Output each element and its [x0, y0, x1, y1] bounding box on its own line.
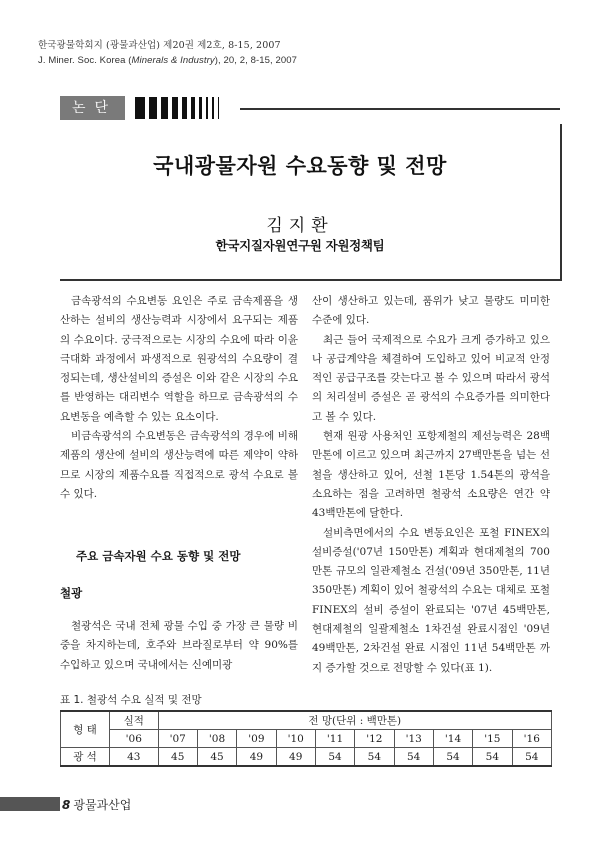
- year-cell: '15: [473, 730, 512, 748]
- journal-line-korean: 한국광물학회지 (광물과산업) 제20권 제2호, 8-15, 2007: [38, 40, 281, 51]
- left-column-continued: [60, 617, 298, 675]
- year-cell: '09: [237, 730, 276, 748]
- body-paragraph: 최근 들어 국제적으로 수요가 크게 증가하고 있으나 공급계약을 체결하여 도입하고 있어 비교적 안정적인 공급구조를 갖는다고 볼 수 있으며 따라서 광석의 처리설비 증설은 곧 광석의 수요증가를 의미한다고 볼 수 있다.: [312, 333, 550, 423]
- value-cell: 49: [276, 748, 315, 767]
- body-paragraph: 비금속광석의 수요변동은 금속광석의 경우에 비해 제품의 생산에 설비의 생산능력에 따른 제약이 약하므로 시장의 제품수요를 직접적으로 광석 수요로 볼 수 있다.: [60, 430, 298, 500]
- value-cell: 43: [110, 748, 159, 767]
- year-cell: '11: [315, 730, 354, 748]
- row-label-cell: 광 석: [61, 748, 110, 767]
- table-caption: 표 1. 철광석 수요 실적 및 전망: [60, 694, 202, 706]
- year-cell: '08: [197, 730, 236, 748]
- actual-header-cell: 실적: [110, 711, 159, 730]
- value-cell: 54: [473, 748, 512, 767]
- journal-line-english: [38, 53, 297, 68]
- left-column: [60, 292, 298, 504]
- footer-journal-name: 광물과산업: [73, 798, 132, 812]
- value-cell: 54: [315, 748, 354, 767]
- value-cell: 54: [355, 748, 394, 767]
- journal-header: [38, 38, 297, 68]
- body-paragraph: 철광석은 국내 전체 광물 수입 중 가장 큰 물량 비중을 차지하는데, 호주와 브라질로부터 약 90%를 수입하고 있으며 국내에서는 신예미광: [60, 620, 298, 671]
- body-paragraph: 현재 원광 사용처인 포항제철의 제선능력은 28백만톤에 이르고 있으며 최근까지 27백만톤을 넘는 선철을 생산하고 있어, 선철 1톤당 1.54톤의 광석을 소요하는 점을 고려하면 철광석 소요량은 연간 약 43백만톤에 달한다.: [312, 430, 550, 520]
- journal-line-english-pre: J. Miner. Soc. Korea (: [38, 55, 132, 66]
- iron-ore-demand-table: [60, 710, 552, 767]
- page-number: 8: [62, 798, 71, 812]
- year-row: [61, 730, 552, 748]
- data-row: [61, 748, 552, 767]
- footer-bar: [0, 797, 60, 811]
- page-footer: [62, 796, 131, 813]
- year-cell: '10: [276, 730, 315, 748]
- author-name: 김지환: [266, 216, 334, 236]
- year-cell: '12: [355, 730, 394, 748]
- value-cell: 54: [433, 748, 472, 767]
- article-title: 국내광물자원 수요동향 및 전망: [153, 154, 447, 178]
- journal-line-english-italic: Minerals & Industry: [131, 55, 215, 66]
- section-tag-label: 논단: [60, 96, 125, 120]
- value-cell: 49: [237, 748, 276, 767]
- subsection-heading: 철광: [60, 586, 83, 600]
- author-affiliation: 한국지질자원연구원 자원정책팀: [215, 238, 385, 253]
- year-cell: '14: [433, 730, 472, 748]
- section-tag: [60, 96, 223, 120]
- journal-line-english-post: ), 20, 2, 8-15, 2007: [214, 55, 298, 66]
- body-paragraph: 산이 생산하고 있는데, 품위가 낮고 물량도 미미한 수준에 있다.: [312, 295, 550, 327]
- year-cell: '07: [158, 730, 197, 748]
- body-paragraph: 설비측면에서의 수요 변동요인은 포철 FINEX의 설비증설('07년 150만톤) 계획과 현대제철의 700만톤 규모의 일관제철소 건설('09년 350만톤, 11년 350만톤) 계획이 있어 철광석의 수요는 대체로 포철 FINEX의 설비 증설이 완료되는 '07년 45백만톤, 현대제철의 일괄제철소 1차건설 완료시점인 '09년 49백만톤, 2차건설 완료 시점인 11년 54백만톤 까지 증가할 것으로 전망할 수 있다(표 1).: [312, 526, 550, 674]
- year-cell: '06: [110, 730, 159, 748]
- row-header-cell: 형 태: [61, 711, 110, 748]
- body-paragraph: 금속광석의 수요변동 요인은 주로 금속제품을 생산하는 설비의 생산능력과 시장에서 요구되는 제품의 수요이다. 궁극적으로는 시장의 수요에 따라 이윤극대화 과정에서 파생적으로 원광석의 수요량이 결정되는데, 생산설비의 증설은 이와 같은 시장의 수요를 반영하는 대리변수 역할을 하므로 금속광석의 수요변동을 예측할 수 있는 요소이다.: [60, 295, 298, 423]
- value-cell: 45: [197, 748, 236, 767]
- year-cell: '16: [512, 730, 551, 748]
- value-cell: 54: [512, 748, 551, 767]
- value-cell: 54: [394, 748, 433, 767]
- section-heading: 주요 금속자원 수요 동향 및 전망: [76, 549, 241, 563]
- value-cell: 45: [158, 748, 197, 767]
- right-column: [312, 292, 550, 678]
- decorative-bars: [135, 97, 223, 119]
- forecast-header-cell: 전 망(단위 : 백만톤): [158, 711, 551, 730]
- title-frame: [60, 124, 562, 281]
- year-cell: '13: [394, 730, 433, 748]
- table-header-row: [61, 711, 552, 730]
- header-rule: [240, 108, 560, 110]
